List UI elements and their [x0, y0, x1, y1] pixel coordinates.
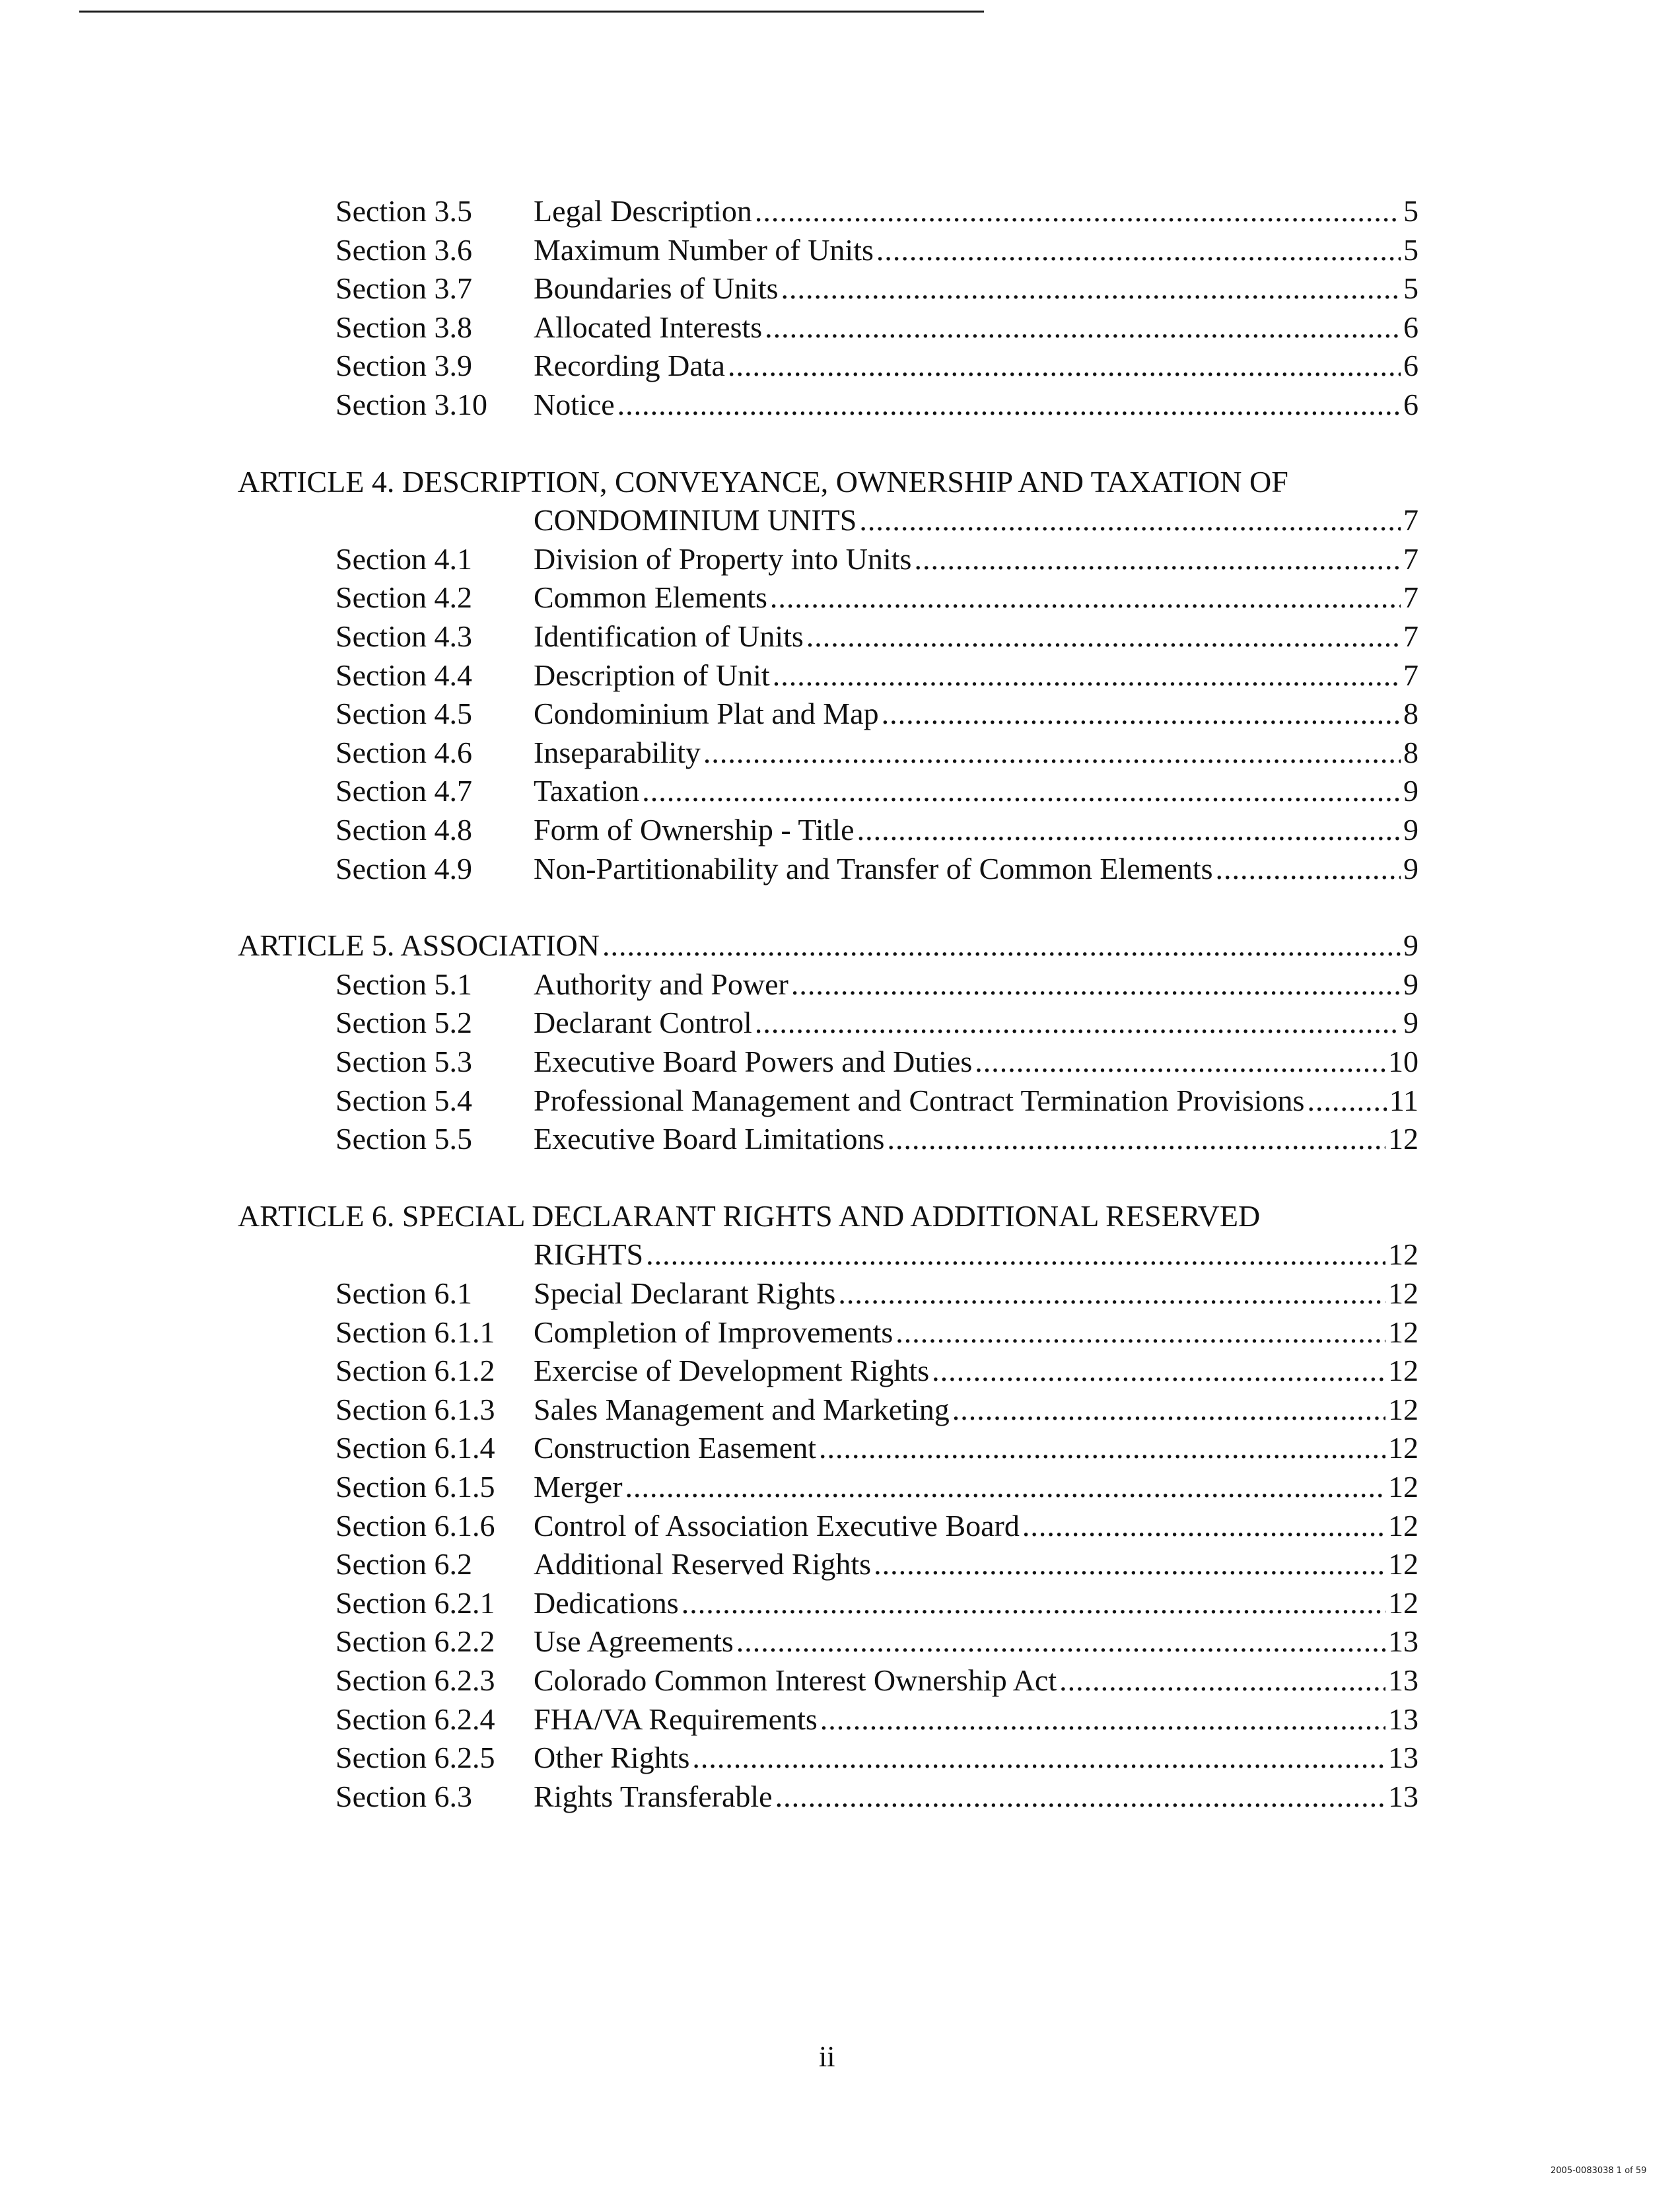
dot-leader — [838, 1274, 1385, 1313]
dot-leader — [781, 269, 1401, 308]
section-title: Executive Board Limitations — [534, 1122, 885, 1156]
dot-leader — [819, 1428, 1385, 1468]
dot-leader — [820, 1700, 1385, 1739]
section-number: Section 6.2 — [335, 1547, 472, 1581]
toc-entry — [534, 308, 1418, 347]
section-row — [0, 965, 1680, 1004]
section-row — [0, 1274, 1680, 1313]
toc-entry — [534, 1390, 1418, 1430]
page-ref: 7 — [1403, 619, 1418, 653]
section-number: Section 4.2 — [335, 580, 472, 615]
recording-stamp: 2005-0083038 1 of 59 — [1551, 2166, 1647, 2176]
toc-entry — [534, 733, 1418, 773]
section-title: Professional Management and Contract Termination Provisions — [534, 1083, 1305, 1117]
page-ref: 12 — [1388, 1315, 1418, 1349]
dot-leader — [755, 1003, 1401, 1043]
section-row — [0, 771, 1680, 811]
page-ref: 8 — [1403, 735, 1418, 769]
section-number: Section 6.3 — [335, 1779, 472, 1813]
section-row — [0, 1351, 1680, 1391]
page-ref: 7 — [1403, 503, 1418, 538]
dot-leader — [975, 1042, 1385, 1082]
page-ref: 5 — [1403, 194, 1418, 228]
page-ref: 6 — [1403, 349, 1418, 383]
section-number: Section 6.1.6 — [335, 1508, 495, 1543]
article-heading: ARTICLE 6. SPECIAL DECLARANT RIGHTS AND ADDITIONAL RESERVED — [238, 1198, 1261, 1233]
section-number: Section 6.2.3 — [335, 1663, 495, 1697]
dot-leader — [736, 1622, 1385, 1661]
section-number: Section 4.6 — [335, 735, 472, 769]
toc-entry — [534, 230, 1418, 270]
section-row — [0, 230, 1680, 270]
toc-entry — [534, 385, 1418, 425]
dot-leader — [775, 1777, 1385, 1817]
section-number: Section 4.1 — [335, 541, 472, 576]
toc-entry — [534, 694, 1418, 734]
toc-entry — [534, 771, 1418, 811]
dot-leader — [882, 694, 1401, 734]
page-ref: 12 — [1388, 1508, 1418, 1543]
page-ref: 13 — [1388, 1741, 1418, 1775]
dot-leader — [770, 578, 1401, 617]
toc-entry — [238, 926, 1418, 965]
dot-leader — [703, 733, 1401, 773]
page-ref: 12 — [1388, 1122, 1418, 1156]
dot-leader — [602, 926, 1401, 965]
section-number: Section 6.1.2 — [335, 1354, 495, 1388]
dot-leader — [682, 1583, 1385, 1623]
dot-leader — [791, 965, 1401, 1004]
article-heading-continuation-row — [0, 501, 1680, 540]
section-row — [0, 269, 1680, 308]
section-row — [0, 385, 1680, 425]
page-ref: 7 — [1403, 658, 1418, 692]
page-ref: 12 — [1388, 1276, 1418, 1310]
page-ref: 5 — [1403, 232, 1418, 267]
page-ref: 9 — [1403, 851, 1418, 885]
article-heading-continuation-row — [0, 1235, 1680, 1274]
section-number: Section 5.4 — [335, 1083, 472, 1117]
section-row — [0, 1003, 1680, 1043]
toc-entry — [534, 578, 1418, 617]
section-number: Section 3.7 — [335, 271, 472, 306]
section-title: Taxation — [534, 774, 640, 808]
page-ref: 6 — [1403, 310, 1418, 344]
toc-entry — [534, 1003, 1418, 1043]
dot-leader — [932, 1351, 1385, 1391]
section-row — [0, 1544, 1680, 1584]
page-ref: 9 — [1403, 928, 1418, 963]
section-number: Section 3.8 — [335, 310, 472, 344]
section-row — [0, 346, 1680, 386]
section-row — [0, 1081, 1680, 1121]
toc-entry — [534, 849, 1418, 889]
page-ref: 12 — [1388, 1585, 1418, 1620]
section-number: Section 6.1 — [335, 1276, 472, 1310]
section-row — [0, 1390, 1680, 1430]
section-title: Common Elements — [534, 580, 767, 615]
section-title: Form of Ownership - Title — [534, 813, 855, 847]
toc-entry — [534, 1351, 1418, 1391]
section-title: Rights Transferable — [534, 1779, 773, 1813]
section-row — [0, 1777, 1680, 1817]
article-title-continued: CONDOMINIUM UNITS — [534, 503, 857, 538]
section-row — [0, 1119, 1680, 1159]
dot-leader — [895, 1313, 1385, 1352]
section-row — [0, 1622, 1680, 1661]
toc-entry — [534, 1042, 1418, 1082]
dot-leader — [728, 346, 1401, 386]
section-title: Completion of Improvements — [534, 1315, 893, 1349]
section-title: Use Agreements — [534, 1624, 734, 1659]
page-ref: 9 — [1403, 774, 1418, 808]
page-ref: 9 — [1403, 1006, 1418, 1040]
section-row — [0, 694, 1680, 734]
section-row — [0, 1467, 1680, 1507]
section-number: Section 5.3 — [335, 1045, 472, 1078]
dot-leader — [1307, 1081, 1386, 1121]
dot-leader — [876, 230, 1401, 270]
toc-entry — [534, 346, 1418, 386]
page-ref: 13 — [1388, 1663, 1418, 1697]
section-row — [0, 1583, 1680, 1623]
toc-entry — [534, 1428, 1418, 1468]
section-row — [0, 617, 1680, 656]
top-rule — [79, 11, 984, 13]
toc-entry — [534, 617, 1418, 656]
toc-entry — [534, 1235, 1418, 1274]
page-ref: 9 — [1403, 813, 1418, 847]
page-ref: 6 — [1403, 388, 1418, 421]
section-number: Section 3.9 — [335, 349, 472, 383]
section-title: Dedications — [534, 1585, 679, 1620]
dot-leader — [755, 191, 1401, 231]
section-title: Legal Description — [534, 194, 752, 228]
section-title: Boundaries of Units — [534, 271, 779, 306]
dot-leader — [765, 308, 1401, 347]
section-title: Authority and Power — [534, 967, 788, 1001]
section-title: Condominium Plat and Map — [534, 697, 879, 731]
section-title: Division of Property into Units — [534, 541, 912, 576]
dot-leader — [646, 1235, 1385, 1274]
section-row — [0, 539, 1680, 579]
section-number: Section 6.2.5 — [335, 1741, 495, 1775]
section-row — [0, 1313, 1680, 1352]
toc-entry — [534, 1583, 1418, 1623]
section-title: Allocated Interests — [534, 310, 763, 344]
toc-entry — [534, 1544, 1418, 1584]
section-number: Section 6.2.4 — [335, 1702, 495, 1736]
dot-leader — [914, 539, 1401, 579]
section-number: Section 6.1.3 — [335, 1392, 495, 1426]
section-number: Section 5.1 — [335, 967, 472, 1001]
toc-entry — [534, 1119, 1418, 1159]
section-title: Other Rights — [534, 1741, 690, 1775]
section-number: Section 4.4 — [335, 658, 472, 692]
toc-entry — [534, 1506, 1418, 1546]
dot-leader — [642, 771, 1401, 811]
toc-entry — [534, 501, 1418, 540]
article-heading: ARTICLE 4. DESCRIPTION, CONVEYANCE, OWNERSHIP AND TAXATION OF — [238, 464, 1288, 499]
section-number: Section 4.7 — [335, 774, 472, 808]
section-row — [0, 1506, 1680, 1546]
dot-leader — [773, 656, 1401, 695]
dot-leader — [859, 501, 1401, 540]
section-row — [0, 656, 1680, 695]
section-row — [0, 733, 1680, 773]
toc-entry — [534, 539, 1418, 579]
page-ref: 13 — [1388, 1702, 1418, 1736]
section-number: Section 4.9 — [335, 851, 472, 885]
section-row — [0, 1428, 1680, 1468]
section-title: Special Declarant Rights — [534, 1276, 836, 1310]
section-title: Construction Easement — [534, 1431, 816, 1465]
section-row — [0, 578, 1680, 617]
section-number: Section 3.10 — [335, 388, 487, 421]
toc-entry — [534, 1700, 1418, 1739]
page-ref: 11 — [1389, 1083, 1418, 1117]
article-heading-row — [0, 462, 1680, 502]
toc-entry — [534, 965, 1418, 1004]
section-title: Merger — [534, 1470, 623, 1504]
article-title-continued: RIGHTS — [534, 1237, 644, 1272]
dot-leader — [1059, 1661, 1385, 1700]
toc-entry — [534, 191, 1418, 231]
section-title: Identification of Units — [534, 619, 804, 653]
section-title: Notice — [534, 388, 615, 421]
dot-leader — [887, 1119, 1385, 1159]
section-number: Section 6.1.5 — [335, 1470, 495, 1504]
page-ref: 9 — [1403, 967, 1418, 1001]
section-title: Executive Board Powers and Duties — [534, 1045, 973, 1078]
section-title: Exercise of Development Rights — [534, 1354, 930, 1388]
page-ref: 10 — [1388, 1045, 1418, 1078]
toc-entry — [534, 810, 1418, 850]
toc-entry — [534, 1274, 1418, 1313]
page-ref: 12 — [1388, 1237, 1418, 1272]
toc-entry — [534, 1081, 1418, 1121]
toc-entry — [534, 1622, 1418, 1661]
section-row — [0, 1661, 1680, 1700]
section-title: FHA/VA Requirements — [534, 1702, 818, 1736]
page-ref: 8 — [1403, 697, 1418, 731]
page-ref: 12 — [1388, 1470, 1418, 1504]
page-ref: 13 — [1388, 1624, 1418, 1659]
section-number: Section 6.1.4 — [335, 1431, 495, 1465]
page-ref: 12 — [1388, 1354, 1418, 1388]
dot-leader — [1216, 849, 1401, 889]
toc-entry — [534, 1661, 1418, 1700]
dot-leader — [874, 1544, 1385, 1584]
section-number: Section 6.1.1 — [335, 1315, 495, 1349]
article-heading-row — [0, 1197, 1680, 1236]
section-number: Section 4.8 — [335, 813, 472, 847]
page-ref: 12 — [1388, 1547, 1418, 1581]
article-heading: ARTICLE 5. ASSOCIATION — [238, 928, 600, 963]
page-ref: 7 — [1403, 541, 1418, 576]
section-title: Additional Reserved Rights — [534, 1547, 872, 1581]
toc-entry — [534, 1777, 1418, 1817]
dot-leader — [617, 385, 1401, 425]
section-title: Inseparability — [534, 735, 701, 769]
dot-leader — [1022, 1506, 1385, 1546]
page-number: ii — [819, 2040, 835, 2073]
section-title: Declarant Control — [534, 1006, 752, 1040]
section-row — [0, 1738, 1680, 1778]
section-row — [0, 1042, 1680, 1082]
section-row — [0, 849, 1680, 889]
dot-leader — [625, 1467, 1385, 1507]
toc-entry — [534, 1467, 1418, 1507]
toc-entry — [534, 1313, 1418, 1352]
page-ref: 12 — [1388, 1392, 1418, 1426]
toc-entry — [534, 656, 1418, 695]
page-ref: 13 — [1388, 1779, 1418, 1813]
section-number: Section 4.5 — [335, 697, 472, 731]
toc-entry — [534, 269, 1418, 308]
dot-leader — [952, 1390, 1385, 1430]
section-row — [0, 191, 1680, 231]
section-title: Recording Data — [534, 349, 725, 383]
page-ref: 7 — [1403, 580, 1418, 615]
section-number: Section 6.2.1 — [335, 1585, 495, 1620]
section-row — [0, 1700, 1680, 1739]
dot-leader — [806, 617, 1401, 656]
section-number: Section 3.5 — [335, 194, 472, 228]
toc-entry — [534, 1738, 1418, 1778]
page-ref: 5 — [1403, 271, 1418, 306]
section-row — [0, 810, 1680, 850]
page-ref: 12 — [1388, 1431, 1418, 1465]
section-number: Section 3.6 — [335, 232, 472, 267]
dot-leader — [692, 1738, 1385, 1778]
section-title: Sales Management and Marketing — [534, 1392, 950, 1426]
article-heading-row — [0, 926, 1680, 965]
section-number: Section 4.3 — [335, 619, 472, 653]
section-title: Colorado Common Interest Ownership Act — [534, 1663, 1057, 1697]
section-number: Section 5.5 — [335, 1122, 472, 1156]
section-title: Description of Unit — [534, 658, 770, 692]
section-title: Control of Association Executive Board — [534, 1508, 1020, 1543]
section-title: Maximum Number of Units — [534, 232, 874, 267]
dot-leader — [857, 810, 1401, 850]
section-row — [0, 308, 1680, 347]
section-number: Section 5.2 — [335, 1006, 472, 1040]
section-title: Non-Partitionability and Transfer of Common Elements — [534, 851, 1213, 885]
section-number: Section 6.2.2 — [335, 1624, 495, 1659]
